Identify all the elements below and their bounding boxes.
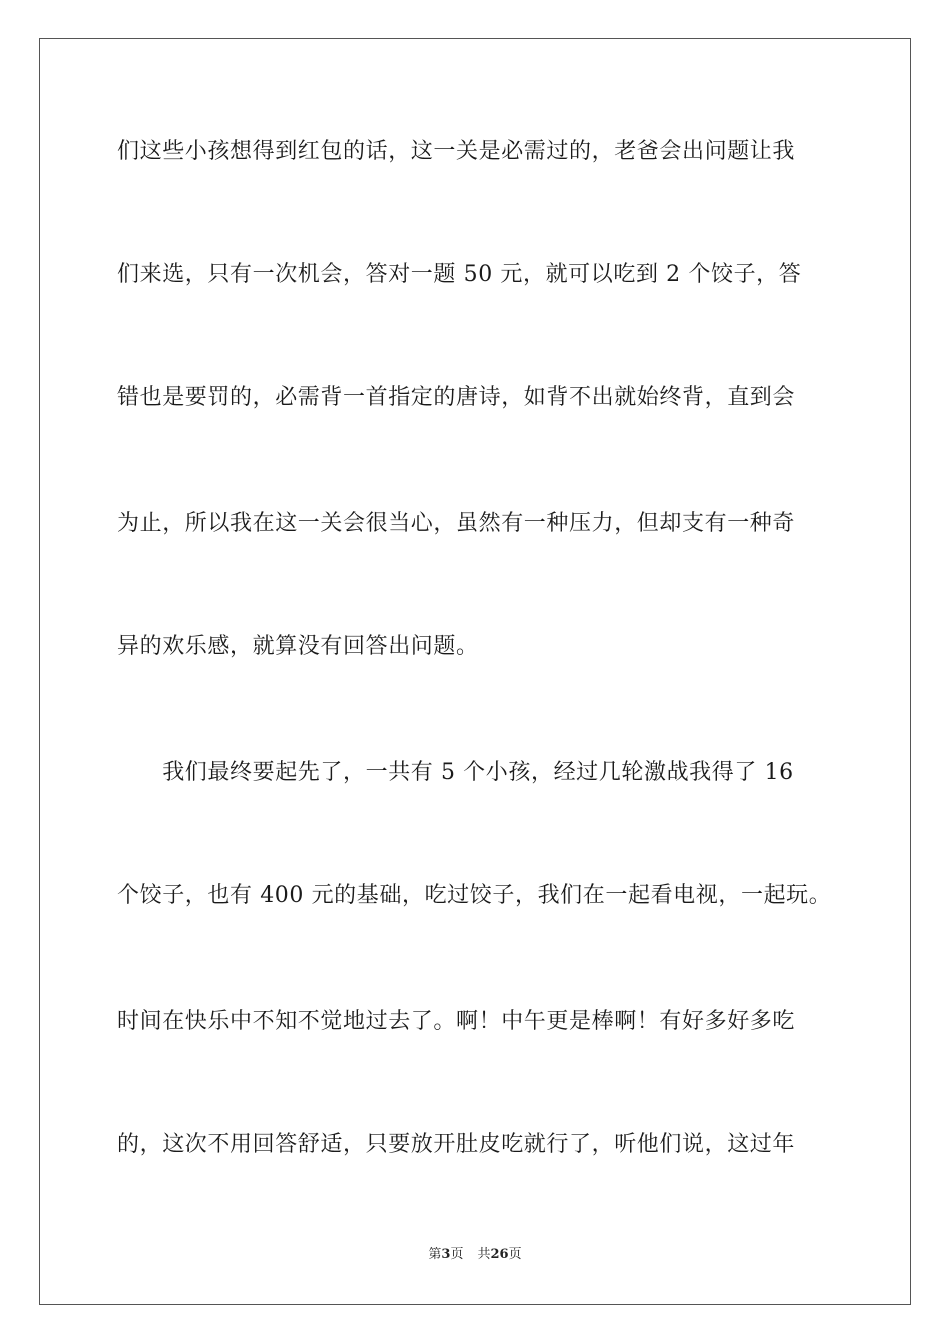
text-line: 异的欢乐感，就算没有回答出问题。	[117, 634, 479, 659]
text-line: 们来选，只有一次机会，答对一题 50 元，就可以吃到 2 个饺子，答	[117, 262, 802, 287]
text-line: 时间在快乐中不知不觉地过去了。啊！中午更是棒啊！有好多好多吃	[117, 1009, 796, 1034]
text-line: 的，这次不用回答舒适，只要放开肚皮吃就行了，听他们说，这过年	[117, 1132, 796, 1157]
text-line: 错也是要罚的，必需背一首指定的唐诗，如背不出就始终背，直到会	[117, 385, 796, 410]
text-line: 个饺子，也有 400 元的基础，吃过饺子，我们在一起看电视，一起玩。	[117, 883, 832, 908]
page-number: 3	[441, 1247, 451, 1262]
page-footer	[0, 1246, 950, 1264]
page-suffix: 页	[450, 1247, 464, 1262]
text-line: 们这些小孩想得到红包的话，这一关是必需过的，老爸会出问题让我	[117, 139, 796, 164]
page-prefix: 第	[428, 1247, 442, 1262]
text-line: 为止，所以我在这一关会很当心，虽然有一种压力，但却支有一种奇	[117, 511, 796, 536]
total-pages: 26	[490, 1247, 509, 1262]
page-border	[39, 38, 911, 1305]
paragraph-start-line: 我们最终要起先了，一共有 5 个小孩，经过几轮激战我得了 16	[117, 760, 794, 785]
total-prefix: 共	[477, 1247, 491, 1262]
total-suffix: 页	[508, 1247, 522, 1262]
